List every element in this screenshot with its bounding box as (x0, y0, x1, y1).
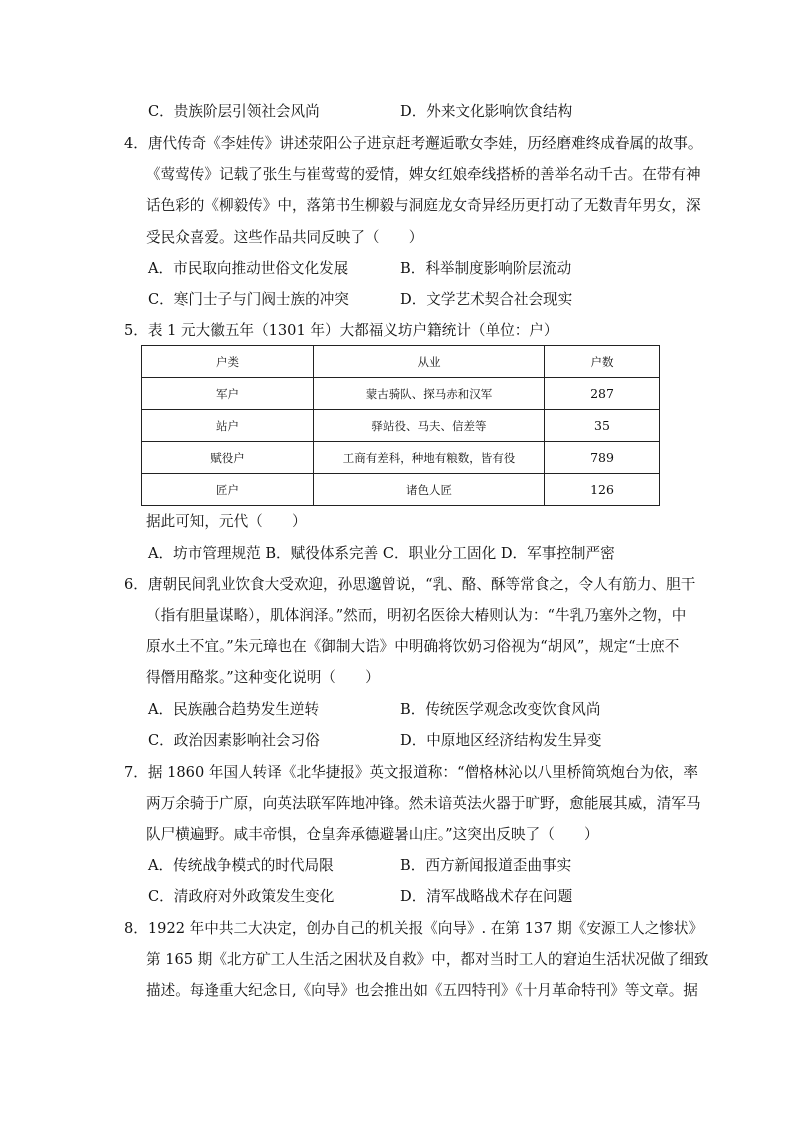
q7-option-c: C．清政府对外政策发生变化 (148, 888, 335, 905)
table-cell: 126 (545, 474, 660, 506)
q7-stem-line-3: 队尸横遍野。咸丰帝惧，仓皇奔承德避暑山庄。”这突出反映了（ ） (146, 826, 599, 843)
q6-stem-line-1: 6．唐朝民间乳业饮食大受欢迎，孙思邈曾说，“乳、酪、酥等常食之，令人有筋力、胆干 (124, 576, 696, 593)
q4-stem-line-1: 4．唐代传奇《李娃传》讲述荥阳公子进京赶考邂逅歌女李娃，历经磨难终成眷属的故事。 (124, 135, 703, 152)
q4-option-b: B．科举制度影响阶层流动 (400, 260, 572, 277)
q5-options: A．坊市管理规范 B．赋役体系完善 C．职业分工固化 D．军事控制严密 (148, 545, 615, 562)
q4-stem-line-4: 受民众喜爱。这些作品共同反映了（ ） (146, 229, 424, 246)
q8-stem-line-2: 第 165 期《北方矿工人生活之困状及自救》中，都对当时工人的窘迫生活状况做了细致 (146, 951, 709, 968)
q7-stem-line-2: 两万余骑于广原，向英法联军阵地冲锋。然未谙英法火器于旷野，愈能展其威，清军马 (146, 795, 701, 812)
table-cell: 赋役户 (142, 442, 314, 474)
table-cell: 35 (545, 410, 660, 442)
table-cell: 蒙古骑队、探马赤和汉军 (314, 378, 545, 410)
q3-option-d: D．外来文化影响饮食结构 (400, 103, 573, 120)
q8-stem-line-1: 8．1922 年中共二大决定，创办自己的机关报《向导》. 在第 137 期《安源工人之惨状》 (124, 920, 704, 937)
table-cell: 287 (545, 378, 660, 410)
table-header-cell: 从业 (314, 346, 545, 378)
table-header-row (142, 346, 660, 378)
table-header-cell: 户数 (545, 346, 660, 378)
table-cell: 驿站役、马夫、信差等 (314, 410, 545, 442)
table-cell: 诸色人匠 (314, 474, 545, 506)
table-row (142, 410, 660, 442)
q4-option-c: C．寒门士子与门阀士族的冲突 (148, 291, 349, 308)
q6-option-d: D．中原地区经济结构发生异变 (400, 732, 602, 749)
q6-option-b: B．传统医学观念改变饮食风尚 (400, 701, 601, 718)
q8-stem-line-3: 描述。每逢重大纪念日,《向导》也会推出如《五四特刊》《十月革命特刊》等文章。据 (146, 982, 698, 999)
q4-option-d: D．文学艺术契合社会现实 (400, 291, 573, 308)
table-cell: 789 (545, 442, 660, 474)
q5-question: 据此可知，元代（ ） (146, 513, 307, 530)
table-cell: 军户 (142, 378, 314, 410)
table-row (142, 442, 660, 474)
q6-stem-line-3: 原水土不宜。”朱元璋也在《御制大诰》中明确将饮奶习俗视为“胡风”，规定“士庶不 (146, 638, 680, 655)
q7-option-a: A．传统战争模式的时代局限 (148, 857, 334, 874)
q7-stem-line-1: 7．据 1860 年国人转译《北华捷报》英文报道称：“僧格林沁以八里桥简筑炮台为依，率 (124, 764, 698, 781)
table-cell: 站户 (142, 410, 314, 442)
q4-stem-line-3: 话色彩的《柳毅传》中，落第书生柳毅与洞庭龙女奇异经历更打动了无数青年男女，深 (146, 197, 701, 214)
table-row (142, 378, 660, 410)
q4-stem-line-2: 《莺莺传》记载了张生与崔莺莺的爱情，婢女红娘牵线搭桥的善举名动千古。在带有神 (146, 166, 701, 183)
q7-option-d: D．清军战略战术存在问题 (400, 888, 573, 905)
q6-option-a: A．民族融合趋势发生逆转 (148, 701, 320, 718)
q6-stem-line-4: 得僭用酪浆。”这种变化说明（ ） (146, 669, 380, 686)
table-cell: 工商有差科，种地有粮数，皆有役 (314, 442, 545, 474)
table-header-cell: 户类 (142, 346, 314, 378)
table-row (142, 474, 660, 506)
q4-option-a: A．市民取向推动世俗文化发展 (148, 260, 349, 277)
household-table (141, 345, 660, 506)
q6-stem-line-2: （指有胆量谋略），肌体润泽。”然而，明初名医徐大椿则认为：“牛乳乃塞外之物，中 (146, 607, 687, 624)
q6-option-c: C．政治因素影响社会习俗 (148, 732, 320, 749)
q3-option-c: C．贵族阶层引领社会风尚 (148, 103, 320, 120)
q7-option-b: B．西方新闻报道歪曲事实 (400, 857, 572, 874)
q5-title: 5．表 1 元大徽五年（1301 年）大都福义坊户籍统计（单位：户） (124, 322, 559, 339)
table-cell: 匠户 (142, 474, 314, 506)
